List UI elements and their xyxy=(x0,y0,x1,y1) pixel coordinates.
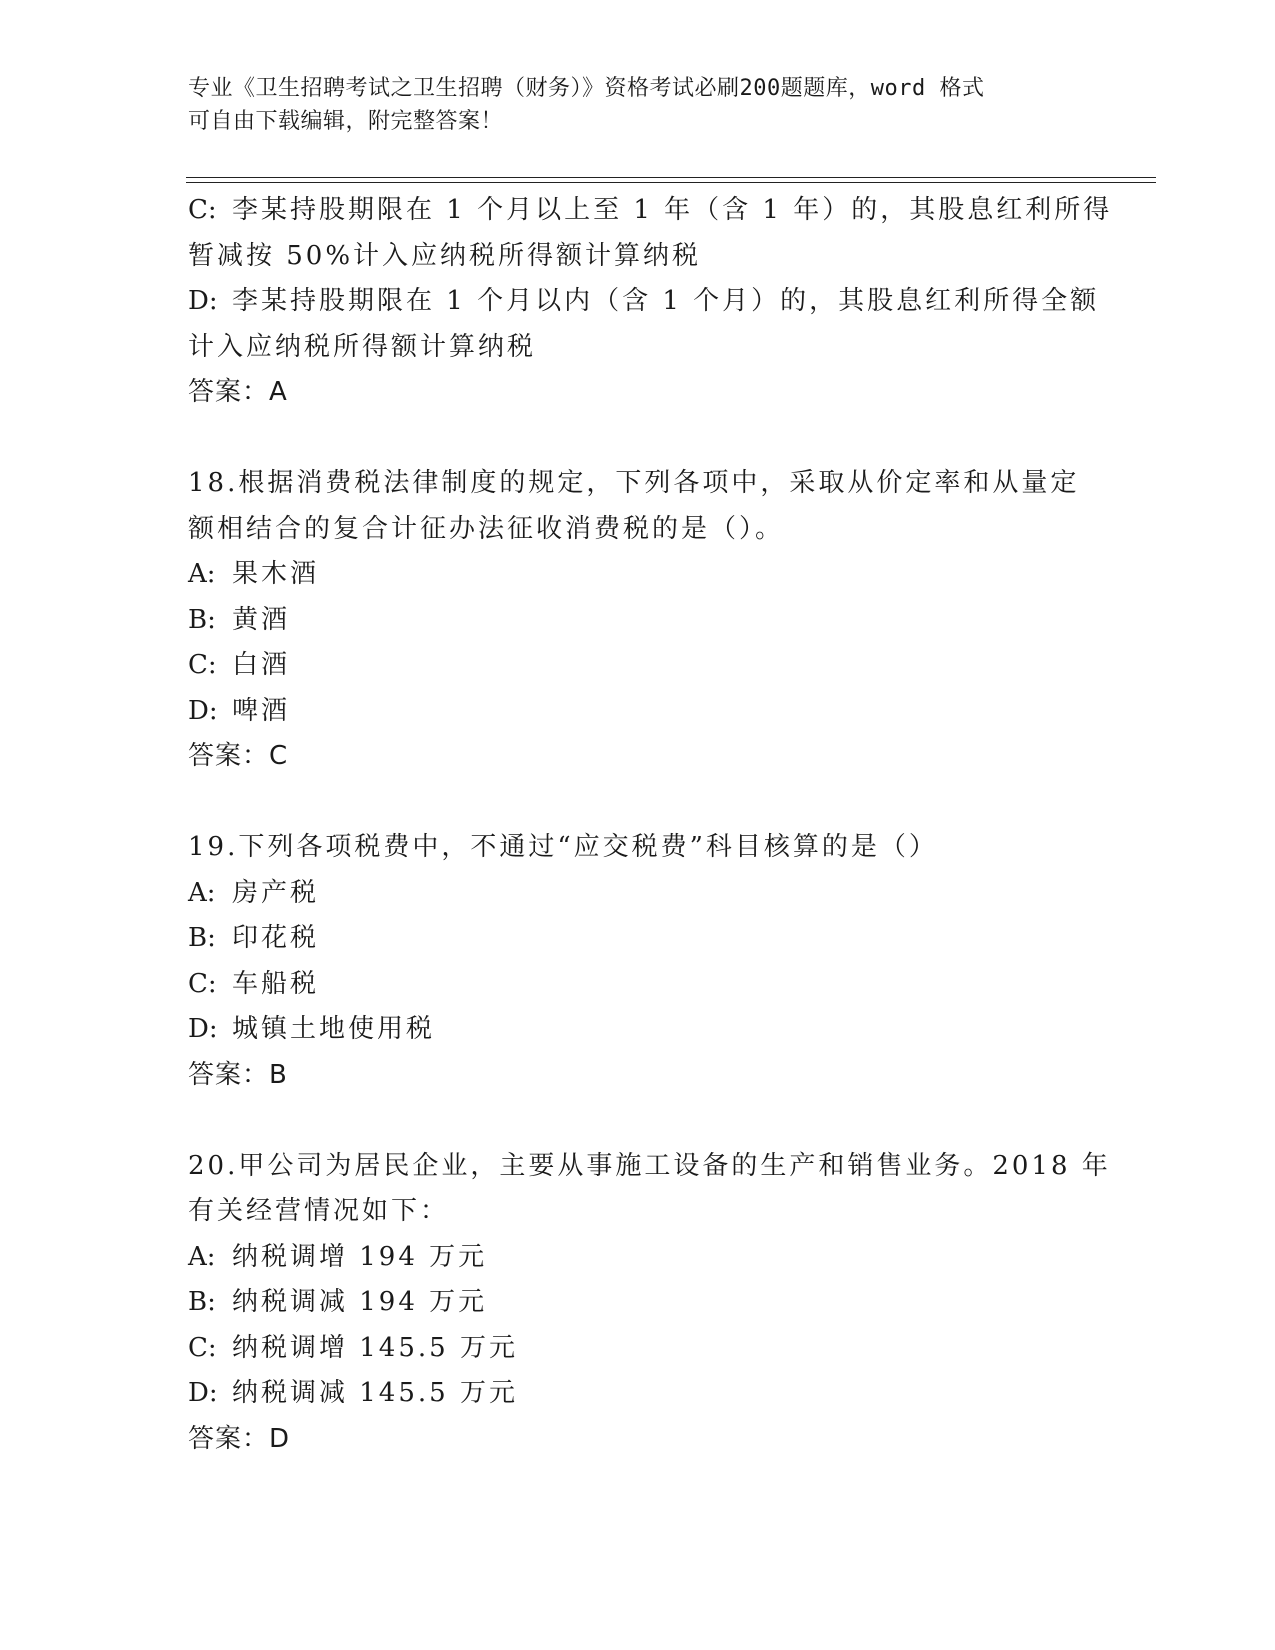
spacer xyxy=(188,1098,1088,1144)
option-text: 纳税调减 145.5 万元 xyxy=(232,1378,518,1408)
option-text: 房产税 xyxy=(232,877,320,908)
q19-stem-line-1: 19.下列各项税费中，不通过“应交税费”科目核算的是（） xyxy=(188,832,938,862)
option-text: 果木酒 xyxy=(232,559,320,589)
option-label: B: xyxy=(188,923,216,953)
option-label: B: xyxy=(188,1287,216,1317)
option-text: 纳税调增 145.5 万元 xyxy=(232,1332,518,1363)
option-text: 城镇土地使用税 xyxy=(232,1014,436,1044)
q19-option-b xyxy=(188,916,1088,962)
q19-option-c xyxy=(188,962,1088,1008)
spacer xyxy=(188,780,1088,826)
option-label: B: xyxy=(188,604,216,635)
option-text: 印花税 xyxy=(232,923,320,953)
option-text: 啤酒 xyxy=(232,695,291,726)
spacer xyxy=(188,416,1088,462)
option-text: 白酒 xyxy=(232,650,291,680)
q18-option-d xyxy=(188,689,1088,735)
option-label: D: xyxy=(188,286,218,316)
option-label: A: xyxy=(188,877,216,908)
q20-stem-line-2: 有关经营情况如下： xyxy=(188,1196,450,1226)
q18-stem-line-1: 18.根据消费税法律制度的规定，下列各项中，采取从价定率和从量定 xyxy=(188,468,1080,498)
header-divider-bottom xyxy=(186,182,1156,183)
header-line-1: 专业《卫生招聘考试之卫生招聘（财务）》资格考试必刷200题题库，word 格式 xyxy=(188,76,985,101)
q18-option-b xyxy=(188,598,1088,644)
q19-answer: 答案：B xyxy=(188,1059,288,1090)
q20-option-a xyxy=(188,1235,1088,1281)
option-text: 李某持股期限在 1 个月以上至 1 年（含 1 年）的，其股息红利所得 xyxy=(232,195,1113,225)
q17-option-c-line-2: 暂减按 50%计入应纳税所得额计算纳税 xyxy=(188,240,702,271)
option-text: 李某持股期限在 1 个月以内（含 1 个月）的，其股息红利所得全额 xyxy=(232,286,1100,316)
q17-answer: 答案：A xyxy=(188,377,288,407)
option-label: C: xyxy=(188,968,217,999)
q19-option-d xyxy=(188,1007,1088,1053)
q17-option-d-line-2: 计入应纳税所得额计算纳税 xyxy=(188,331,537,362)
option-label: D: xyxy=(188,1014,218,1044)
option-label: A: xyxy=(188,1241,216,1272)
header-divider-top xyxy=(186,177,1156,178)
option-text: 黄酒 xyxy=(232,604,291,635)
question-17 xyxy=(188,188,1113,416)
q18-stem-line-2: 额相结合的复合计征办法征收消费税的是（）。 xyxy=(188,513,785,544)
q20-option-d xyxy=(188,1371,1088,1417)
q18-option-a xyxy=(188,552,1088,598)
option-label: D: xyxy=(188,695,218,726)
option-label: A: xyxy=(188,559,216,589)
q18-option-c xyxy=(188,643,1088,689)
q20-answer: 答案：D xyxy=(188,1423,291,1454)
option-label: D: xyxy=(188,1378,218,1408)
page-header xyxy=(188,72,1088,138)
q20-option-b xyxy=(188,1280,1088,1326)
q19-option-a xyxy=(188,871,1088,917)
question-20 xyxy=(188,1144,1111,1463)
q20-stem-line-1: 20.甲公司为居民企业，主要从事施工设备的生产和销售业务。2018 年 xyxy=(188,1150,1111,1181)
option-label: C: xyxy=(188,1332,217,1363)
option-text: 纳税调增 194 万元 xyxy=(232,1241,488,1272)
q17-option-c-line-1 xyxy=(188,188,1113,234)
option-text: 纳税调减 194 万元 xyxy=(232,1287,488,1317)
q17-option-d-line-1 xyxy=(188,279,1100,325)
question-19 xyxy=(188,825,1088,1098)
question-18 xyxy=(188,461,1088,780)
q18-answer: 答案：C xyxy=(188,741,289,771)
header-line-2: 可自由下载编辑，附完整答案！ xyxy=(188,109,504,134)
q20-option-c xyxy=(188,1326,1088,1372)
option-label: C: xyxy=(188,650,217,680)
option-text: 车船税 xyxy=(232,968,320,999)
question-content xyxy=(188,188,1113,1462)
option-label: C: xyxy=(188,195,217,225)
